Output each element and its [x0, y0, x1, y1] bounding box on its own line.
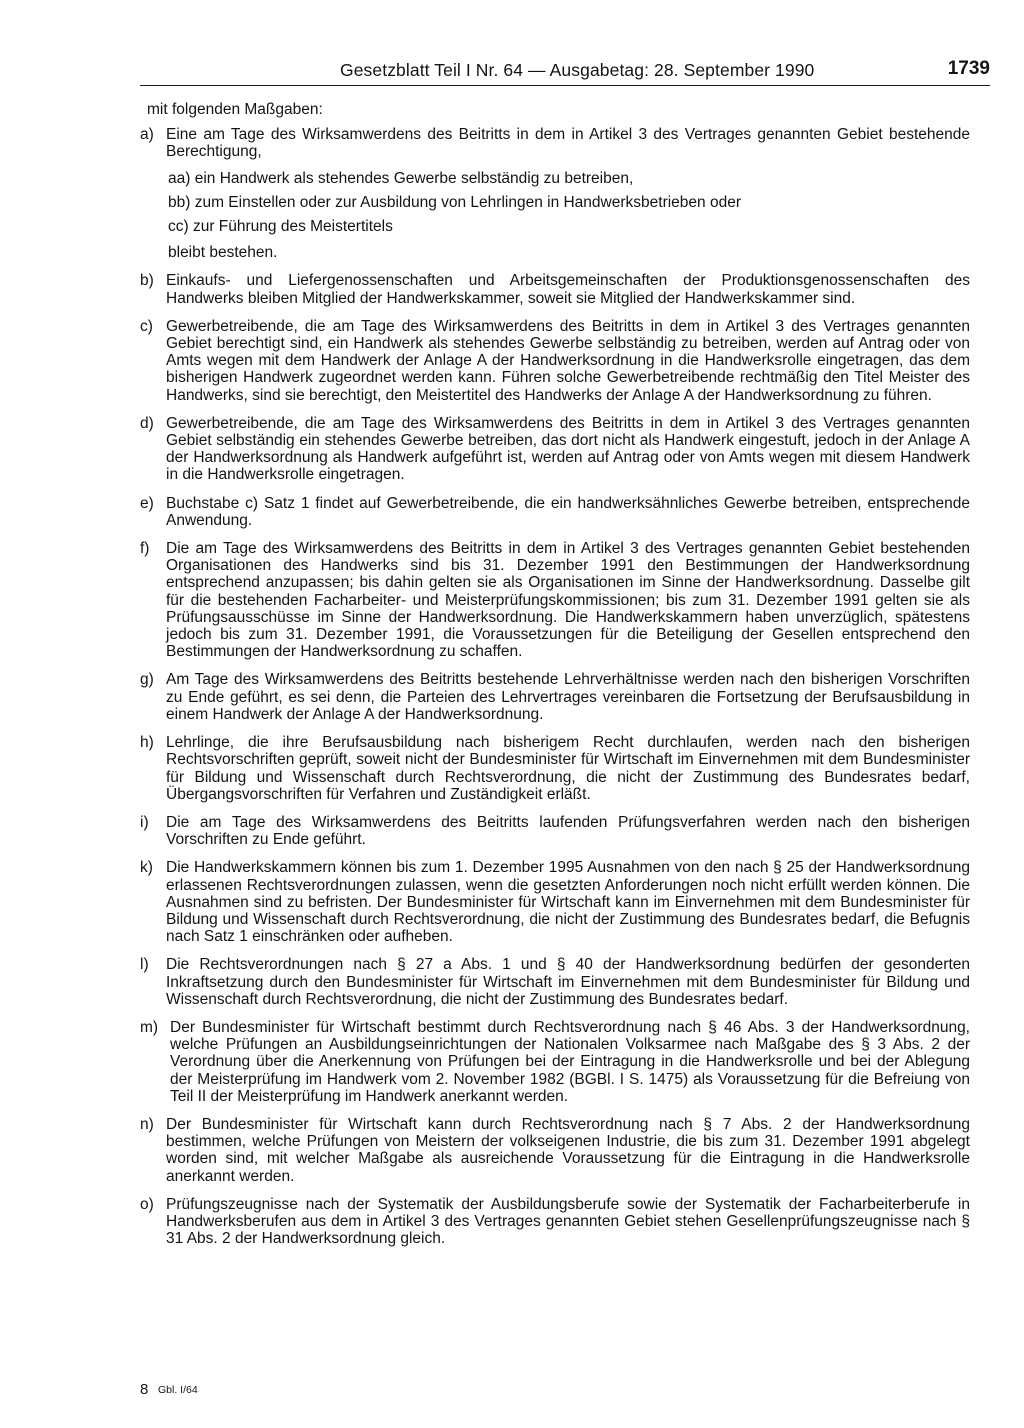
item-marker: e) — [140, 494, 154, 512]
sublist-item-aa: aa) ein Handwerk als stehendes Gewerbe selbständig zu betreiben, — [168, 169, 634, 187]
header-rule — [140, 85, 990, 86]
item-text: Die Handwerkskammern können bis zum 1. Dezember 1995 Ausnahmen von den nach § 25 der Handwerksordnung erlassenen Rechtsverordnungen zulassen, wenn die gesetzten Anforderungen noch nicht erfüllt werden können. Die Ausnahmen sind zu befristen. Der Bundesminister für Wirtschaft kann im Einvernehmen mit dem Bundesminister für Bildung und Wissenschaft durch Rechtsverordnung, die nicht der Zustimmung des Bundesrates bedarf, die Befugnis nach Satz 1 einschränken oder aufheben. — [166, 859, 970, 946]
item-marker: m) — [140, 1018, 159, 1036]
item-marker: c) — [140, 317, 153, 335]
list-item-k — [140, 859, 970, 945]
item-text: Einkaufs- und Liefergenossenschaften und Arbeitsgemeinschaften der Produktionsgenossenschaften des Handwerks bleiben Mitglied der Handwerkskammer, soweit sie Mitglied der Handwerkskammer sind. — [166, 272, 970, 307]
list-item-e — [140, 495, 970, 529]
item-text: Die am Tage des Wirksamwerdens des Beitritts laufenden Prüfungsverfahren werden nach den bisherigen Vorschriften zu Ende geführt. — [166, 813, 970, 849]
sublist-item-cc: cc) zur Führung des Meistertitels — [168, 218, 393, 236]
item-text: Der Bundesminister für Wirtschaft kann durch Rechtsverordnung nach § 7 Abs. 2 der Handwerksordnung bestimmen, welche Prüfungen von Meistern der volkseigenen Industrie, die bis zum 31. Dezember 1991 abgelegt worden sind, mit welcher Maßgabe als ausreichende Voraussetzung für die Eintragung in die Handwerksrolle anerkannt werden. — [166, 1115, 970, 1185]
item-marker: f) — [140, 540, 150, 558]
list-item-o — [140, 1196, 970, 1248]
item-text: Der Bundesminister für Wirtschaft bestimmt durch Rechtsverordnung nach § 46 Abs. 3 der Handwerksordnung, welche Prüfungen an Ausbildungseinrichtungen der Nationalen Volksarmee nach Maßgabe des § 3 Abs. 2 der Verordnung über die Anerkennung von Prüfungen bei der Eintragung in die Handwerksrolle und bei der Ablegung der Meisterprüfung im Handwerk vom 2. November 1982 (BGBl. I S. 1475) als Voraussetzung für die Befreiung von Teil II der Meisterprüfung im Handwerk anerkannt werden. — [170, 1018, 970, 1105]
main-content — [140, 101, 970, 1258]
item-marker: a) — [140, 126, 154, 144]
sublist-item-bb: bb) zum Einstellen oder zur Ausbildung von Lehrlingen in Handwerksbetrieben oder — [168, 193, 741, 211]
header-title: Gesetzblatt Teil I Nr. 64 — Ausgabetag: 28. September 1990 — [340, 60, 815, 80]
list-item-m — [140, 1019, 970, 1105]
item-text: Am Tage des Wirksamwerdens des Beitritts bestehende Lehrverhältnisse werden nach den bisherigen Vorschriften zu Ende geführt, es sei denn, die Parteien des Lehrvertrages vereinbaren die Fortsetzung der Berufsausbildung in einem Handwerk der Anlage A der Handwerksordnung. — [166, 671, 970, 723]
item-marker: n) — [140, 1115, 154, 1133]
item-marker: o) — [140, 1195, 154, 1213]
list-item-f — [140, 540, 970, 660]
item-text: Die Rechtsverordnungen nach § 27 a Abs. 1 und § 40 der Handwerksordnung bedürfen der gesonderten Inkraftsetzung durch den Bundesminister für Wirtschaft im Einvernehmen mit dem Bundesminister für Bildung und Wissenschaft durch Rechtsverordnung, die nicht der Zustimmung des Bundesrates bedarf. — [166, 956, 970, 1008]
item-marker: l) — [140, 956, 149, 974]
item-marker: b) — [140, 272, 154, 290]
item-marker: h) — [140, 734, 154, 752]
list-item-d — [140, 415, 970, 484]
item-marker: i) — [140, 813, 149, 831]
list-item-g — [140, 671, 970, 723]
item-closing-text: bleibt bestehen. — [168, 244, 278, 262]
item-text: Gewerbetreibende, die am Tage des Wirksamwerdens des Beitritts in dem in Artikel 3 des Vertrages genannten Gebiet selbständig ein stehendes Gewerbe betreiben, das dort nicht als Handwerk eingestuft, jedoch in der Anlage A der Handwerksordnung als Handwerk aufgeführt ist, werden auf Antrag oder von Amts wegen mit diesem Handwerk in die Handwerksrolle eingetragen. — [166, 414, 970, 484]
list-item-b — [140, 272, 970, 306]
item-text: Die am Tage des Wirksamwerdens des Beitritts in dem in Artikel 3 des Vertrages genannten Gebiet bestehenden Organisationen des Handwerks sind bis 31. Dezember 1991 den Bestimmungen der Handwerksordnung entsprechend anzupassen; bis dahin gelten sie als Organisationen im Sinne der Handwerksordnung. Dasselbe gilt für die bestehenden Facharbeiter- und Meisterprüfungskommissionen; bis zum 31. Dezember 1991 gelten sie als Prüfungsausschüsse im Sinne der Handwerksordnung. Die Handwerkskammern haben unverzüglich, spätestens jedoch bis zum 31. Dezember 1991, die Voraussetzungen für die Beteiligung der Gesellen entsprechend den Bestimmungen der Handwerksordnung zu schaffen. — [166, 540, 970, 661]
page-header — [140, 58, 990, 86]
list-item-a — [140, 126, 970, 261]
item-text: Lehrlinge, die ihre Berufsausbildung nach bisherigem Recht durchlaufen, werden nach den bisherigen Rechtsvorschriften geprüft, soweit nicht der Bundesminister für Wirtschaft im Einvernehmen mit dem Bundesminister für Bildung und Wissenschaft durch Rechtsverordnung, die nicht der Zustimmung des Bundesrates bedarf, Übergangsvorschriften für Verfahren und Zuständigkeit erläßt. — [166, 734, 970, 803]
item-text: Prüfungszeugnisse nach der Systematik der Ausbildungsberufe sowie der Systematik der Facharbeiterberufe in Handwerksberufen aus dem in Artikel 3 des Vertrages genannten Gebiet stehen Gesellenprüfungszeugnisse nach § 31 Abs. 2 der Handwerksordnung gleich. — [166, 1195, 970, 1248]
item-text: Buchstabe c) Satz 1 findet auf Gewerbetreibende, die ein handwerksähnliches Gewerbe betreiben, entsprechende Anwendung. — [166, 494, 970, 529]
footer-code: Gbl. I/64 — [158, 1384, 198, 1396]
list-item-i — [140, 814, 970, 848]
list-item-n — [140, 1116, 970, 1185]
footer-sheet-number: 8 — [140, 1381, 149, 1398]
item-marker: k) — [140, 859, 153, 877]
item-text: Gewerbetreibende, die am Tage des Wirksamwerdens des Beitritts in dem in Artikel 3 des Vertrages genannten Gebiet berechtigt sind, ein Handwerk als stehendes Gewerbe selbständig zu betreiben, werden auf Antrag oder von Amts wegen mit dem Handwerk der Anlage A der Handwerksordnung in die Handwerksrolle eingetragen, das dem bisherigen Handwerk zugeordnet werden kann. Führen solche Gewerbetreibende rechtmäßig den Titel Meister des Handwerks, sind sie berechtigt, den Meistertitel des Handwerks der Anlage A der Handwerksordnung zu führen. — [166, 317, 970, 404]
page-number: 1739 — [947, 58, 990, 79]
item-marker: g) — [140, 671, 154, 689]
sublist — [168, 170, 970, 236]
item-marker: d) — [140, 414, 154, 432]
list-item-h — [140, 734, 970, 803]
list-item-c — [140, 318, 970, 404]
item-text: Eine am Tage des Wirksamwerdens des Beitritts in dem in Artikel 3 des Vertrages genannten Gebiet bestehende Berechtigung, — [166, 126, 970, 161]
intro-text: mit folgenden Maßgaben: — [147, 101, 323, 118]
list-item-l — [140, 956, 970, 1008]
